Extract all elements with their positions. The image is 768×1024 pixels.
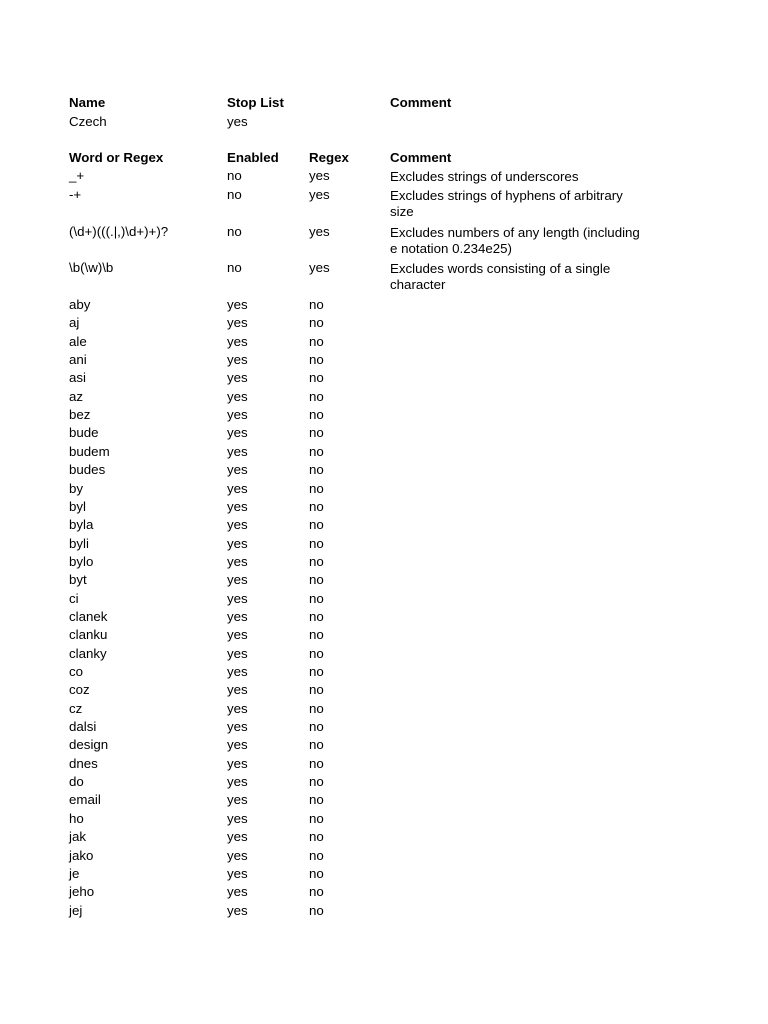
rule-word: ani (69, 352, 87, 367)
rule-word: byl (69, 499, 86, 514)
rule-word: byli (69, 536, 89, 551)
rule-word: _+ (69, 168, 85, 183)
rule-enabled: yes (227, 829, 248, 844)
rule-enabled: yes (227, 572, 248, 587)
rule-word: do (69, 774, 84, 789)
rule-word: asi (69, 370, 86, 385)
rule-comment: Excludes words consisting of a single character (390, 261, 611, 292)
rule-regex: no (309, 884, 324, 899)
rule-regex: no (309, 499, 324, 514)
rule-regex: no (309, 572, 324, 587)
rule-regex: no (309, 719, 324, 734)
rule-word: jej (69, 903, 83, 918)
rule-enabled: yes (227, 297, 248, 312)
comment-column-header: Comment (390, 95, 452, 110)
rule-comment: Excludes strings of hyphens of arbitrary size (390, 188, 623, 219)
rule-enabled: yes (227, 481, 248, 496)
rule-enabled: no (227, 187, 242, 202)
rule-enabled: yes (227, 682, 248, 697)
rule-enabled: no (227, 260, 242, 275)
rule-regex: no (309, 481, 324, 496)
rule-word: (\d+)(((.|,)\d+)+)? (69, 224, 169, 239)
rule-word: clanek (69, 609, 108, 624)
rule-regex: no (309, 829, 324, 844)
rule-enabled: yes (227, 774, 248, 789)
rule-enabled: yes (227, 425, 248, 440)
rule-word: dnes (69, 756, 98, 771)
rule-regex: yes (309, 168, 330, 183)
rule-enabled: yes (227, 444, 248, 459)
rule-enabled: yes (227, 407, 248, 422)
rule-enabled: yes (227, 664, 248, 679)
rule-regex: no (309, 425, 324, 440)
rule-regex: yes (309, 260, 330, 275)
rule-word: by (69, 481, 84, 496)
regex-column-header: Regex (309, 150, 349, 165)
rule-word: aby (69, 297, 91, 312)
rule-enabled: yes (227, 903, 248, 918)
rule-regex: no (309, 774, 324, 789)
rule-enabled: yes (227, 756, 248, 771)
rule-regex: no (309, 664, 324, 679)
rule-comment: Excludes strings of underscores (390, 169, 579, 184)
rule-word: byt (69, 572, 87, 587)
rule-regex: no (309, 737, 324, 752)
rule-enabled: yes (227, 719, 248, 734)
rule-enabled: yes (227, 792, 248, 807)
rule-word: bylo (69, 554, 94, 569)
rule-word: co (69, 664, 84, 679)
rule-regex: no (309, 444, 324, 459)
rule-regex: no (309, 609, 324, 624)
rule-enabled: yes (227, 389, 248, 404)
rule-comment-column-header: Comment (390, 150, 452, 165)
rule-regex: no (309, 646, 324, 661)
rule-regex: no (309, 297, 324, 312)
rule-regex: no (309, 389, 324, 404)
stoplist-name: Czech (69, 114, 107, 129)
rule-enabled: yes (227, 536, 248, 551)
stoplist-column-header: Stop List (227, 95, 284, 110)
rule-enabled: yes (227, 866, 248, 881)
rule-word: \b(\w)\b (69, 260, 114, 275)
rule-word: je (69, 866, 80, 881)
rule-regex: no (309, 370, 324, 385)
rule-enabled: yes (227, 609, 248, 624)
rule-enabled: yes (227, 517, 248, 532)
rule-regex: no (309, 811, 324, 826)
rule-regex: no (309, 315, 324, 330)
rule-word: jeho (69, 884, 95, 899)
rule-word: jako (69, 848, 94, 863)
rule-word: bez (69, 407, 91, 422)
rule-regex: no (309, 536, 324, 551)
rule-word: dalsi (69, 719, 97, 734)
rule-enabled: yes (227, 701, 248, 716)
rule-regex: no (309, 866, 324, 881)
rule-regex: no (309, 591, 324, 606)
rule-enabled: yes (227, 462, 248, 477)
rule-word: budes (69, 462, 106, 477)
rule-word: email (69, 792, 101, 807)
rule-word: aj (69, 315, 80, 330)
rule-word: clanku (69, 627, 108, 642)
rule-enabled: yes (227, 646, 248, 661)
rule-enabled: no (227, 168, 242, 183)
rule-comment: Excludes numbers of any length (including e notation 0.234e25) (390, 225, 640, 256)
rule-enabled: yes (227, 334, 248, 349)
rule-word: bude (69, 425, 99, 440)
rule-word: coz (69, 682, 90, 697)
rule-enabled: yes (227, 499, 248, 514)
rule-regex: yes (309, 224, 330, 239)
rule-regex: no (309, 701, 324, 716)
rule-regex: no (309, 554, 324, 569)
rule-enabled: yes (227, 370, 248, 385)
rule-enabled: yes (227, 554, 248, 569)
rule-regex: no (309, 462, 324, 477)
word-column-header: Word or Regex (69, 150, 164, 165)
rule-enabled: yes (227, 352, 248, 367)
stoplist-flag: yes (227, 114, 248, 129)
name-column-header: Name (69, 95, 106, 110)
rule-enabled: yes (227, 884, 248, 899)
rule-enabled: yes (227, 848, 248, 863)
rule-word: ci (69, 591, 79, 606)
rule-regex: no (309, 407, 324, 422)
rule-word: cz (69, 701, 83, 716)
rule-enabled: yes (227, 737, 248, 752)
rule-regex: no (309, 756, 324, 771)
rule-regex: no (309, 334, 324, 349)
rule-enabled: no (227, 224, 242, 239)
rule-regex: no (309, 352, 324, 367)
rule-regex: no (309, 682, 324, 697)
rule-regex: no (309, 848, 324, 863)
rule-regex: no (309, 517, 324, 532)
rule-word: -+ (69, 187, 82, 202)
rule-enabled: yes (227, 627, 248, 642)
rule-enabled: yes (227, 591, 248, 606)
rule-word: jak (69, 829, 86, 844)
rule-word: budem (69, 444, 110, 459)
rule-word: az (69, 389, 84, 404)
rule-regex: no (309, 627, 324, 642)
enabled-column-header: Enabled (227, 150, 279, 165)
rule-regex: yes (309, 187, 330, 202)
rule-regex: no (309, 792, 324, 807)
rule-word: ho (69, 811, 84, 826)
rule-word: clanky (69, 646, 107, 661)
rule-word: ale (69, 334, 87, 349)
rule-word: byla (69, 517, 94, 532)
rule-enabled: yes (227, 315, 248, 330)
rule-regex: no (309, 903, 324, 918)
rule-enabled: yes (227, 811, 248, 826)
rule-word: design (69, 737, 109, 752)
